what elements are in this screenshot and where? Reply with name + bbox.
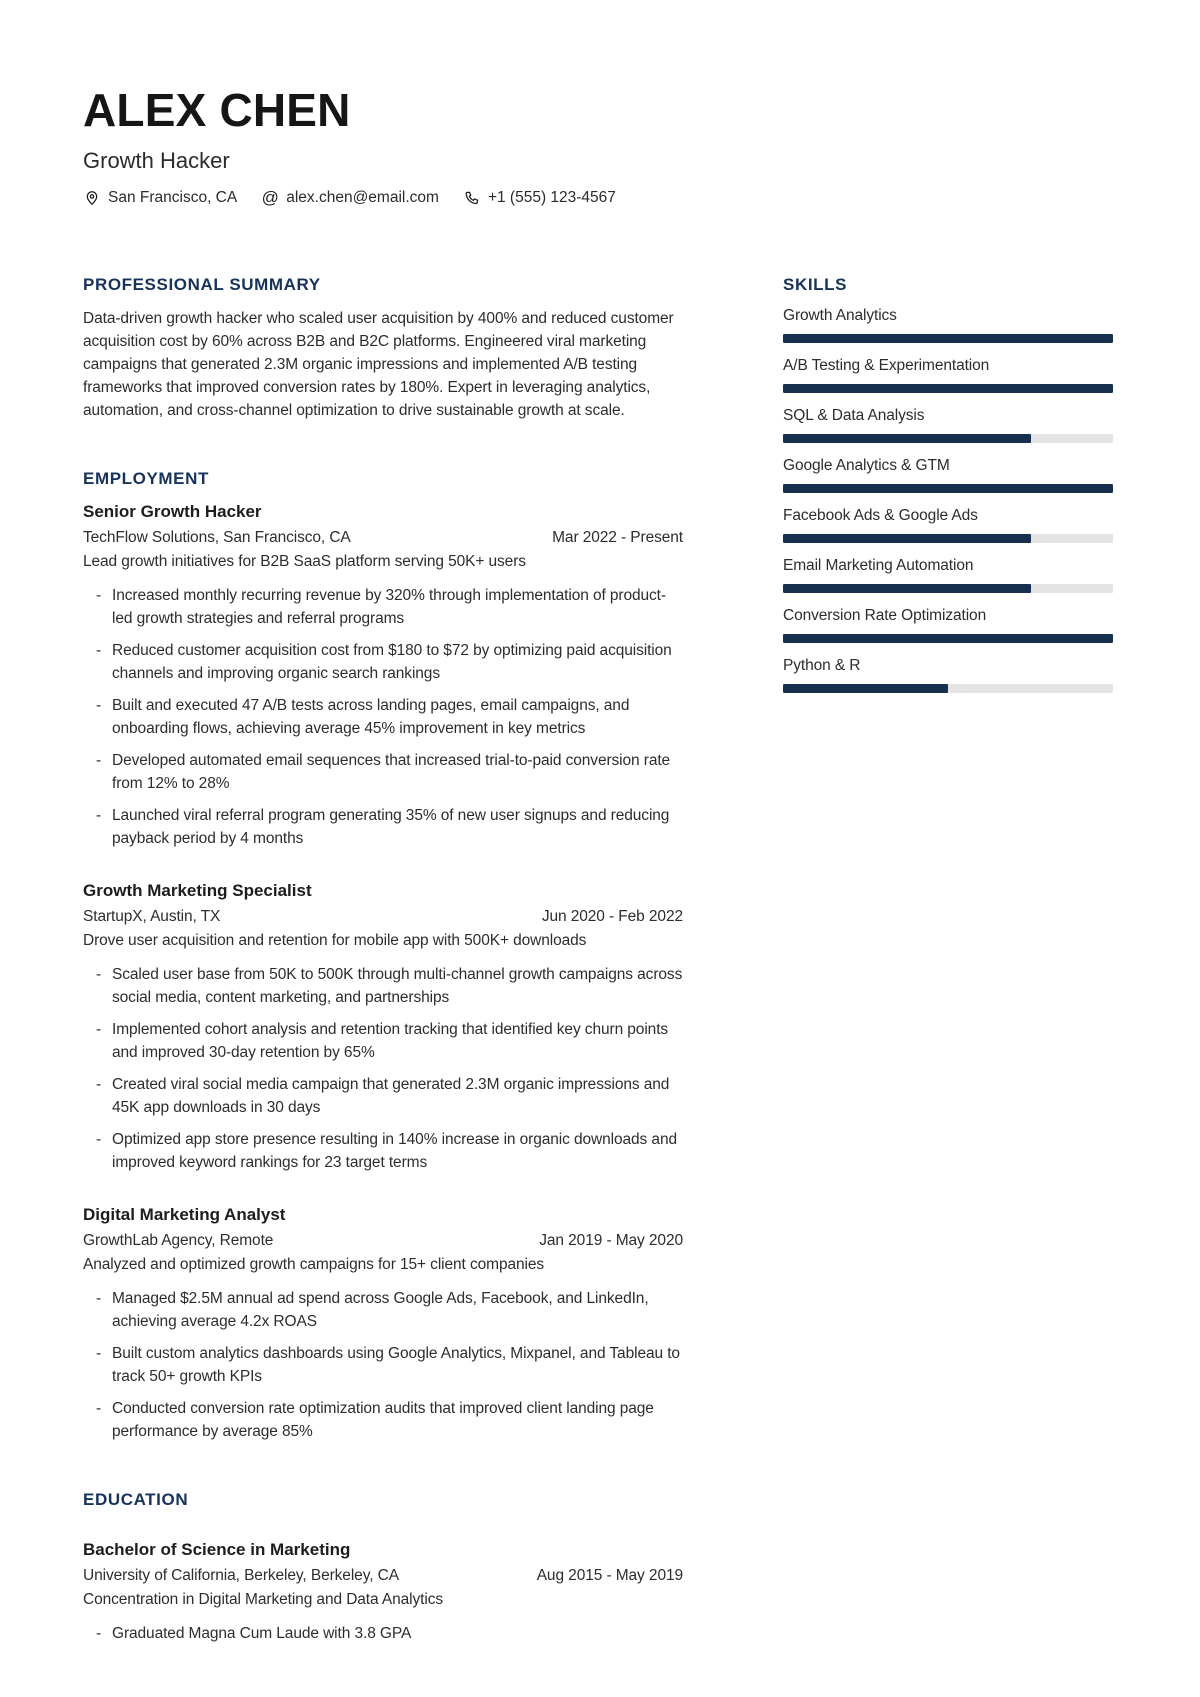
job-bullet-list (83, 1287, 683, 1443)
skill-item (783, 357, 1113, 393)
job-company: TechFlow Solutions, San Francisco, CA (83, 529, 351, 546)
skill-bar-fill (783, 384, 1113, 393)
employment-section (83, 469, 683, 1443)
skill-bar-fill (783, 634, 1113, 643)
content-columns (83, 275, 1113, 1645)
bullet-text: Developed automated email sequences that increased trial-to-paid conversion rate from 12% to 28% (112, 752, 671, 792)
bullet-dash: - (96, 1076, 102, 1093)
skill-bar-track (783, 384, 1113, 393)
bullet-dash: - (96, 807, 102, 824)
summary-heading: PROFESSIONAL SUMMARY (83, 275, 321, 294)
resume-header (83, 86, 1113, 207)
skill-item (783, 307, 1113, 343)
bullet-dash: - (96, 1625, 102, 1642)
education-dates: Aug 2015 - May 2019 (536, 1567, 683, 1584)
job-dates: Jan 2019 - May 2020 (539, 1232, 683, 1249)
school-name: University of California, Berkeley, Berkeley, CA (83, 1567, 399, 1584)
skill-name: SQL & Data Analysis (783, 407, 925, 424)
skill-bar-track (783, 434, 1113, 443)
bullet-text: Launched viral referral program generating 35% of new user signups and reducing payback period by 4 months (112, 807, 670, 847)
bullet-text: Scaled user base from 50K to 500K through multi-channel growth campaigns across social media, content marketing, and partnerships (112, 966, 683, 1006)
bullet-text: Built and executed 47 A/B tests across landing pages, email campaigns, and onboarding flows, achieving average 45% improvement in key metrics (112, 697, 630, 737)
bullet-item (83, 694, 683, 740)
main-column (83, 275, 683, 1645)
job-description: Drove user acquisition and retention for mobile app with 500K+ downloads (83, 932, 587, 949)
skill-name: Email Marketing Automation (783, 557, 974, 574)
at-sign-icon: @ (261, 188, 279, 207)
skill-bar-fill (783, 334, 1113, 343)
bullet-text: Optimized app store presence resulting in 140% increase in organic downloads and improved keyword rankings for 23 target terms (112, 1131, 677, 1171)
skill-item (783, 607, 1113, 643)
phone-icon (463, 189, 481, 207)
bullet-item (83, 1128, 683, 1174)
job-bullet-list (83, 584, 683, 850)
contact-row (83, 189, 1113, 207)
job-list (83, 501, 683, 1443)
bullet-dash: - (96, 752, 102, 769)
bullet-dash: - (96, 1290, 102, 1307)
job-dates: Mar 2022 - Present (552, 529, 683, 546)
job-subline (83, 526, 683, 549)
skill-bar-fill (783, 684, 948, 693)
skill-item (783, 657, 1113, 693)
skill-name: Google Analytics & GTM (783, 457, 950, 474)
bullet-dash: - (96, 966, 102, 983)
education-bullet-list (83, 1622, 683, 1645)
job-description: Lead growth initiatives for B2B SaaS platform serving 50K+ users (83, 553, 526, 570)
bullet-text: Reduced customer acquisition cost from $180 to $72 by optimizing paid acquisition channels and improving organic search rankings (112, 642, 672, 682)
skill-item (783, 557, 1113, 593)
bullet-item (83, 749, 683, 795)
location-pin-icon (83, 189, 101, 207)
bullet-text: Conducted conversion rate optimization audits that improved client landing page performance by average 85% (112, 1400, 654, 1440)
skill-bar-track (783, 484, 1113, 493)
education-entry (83, 1539, 683, 1645)
summary-text: Data-driven growth hacker who scaled user acquisition by 400% and reduced customer acquisition cost by 60% across B2B and B2C platforms. Engineered viral marketing campaigns that generated 2.3M organic impressions and implemented A/B testing frameworks that improved conversion rates by 180%. Expert in leveraging analytics, automation, and cross-channel optimization to drive sustainable growth at scale. (83, 310, 674, 419)
contact-email (261, 189, 439, 207)
bullet-item (83, 963, 683, 1009)
education-heading: EDUCATION (83, 1490, 189, 1509)
skills-heading: SKILLS (783, 275, 848, 294)
bullet-dash: - (96, 1345, 102, 1362)
contact-location (83, 189, 237, 207)
job-title: Senior Growth Hacker (83, 502, 262, 521)
education-section (83, 1490, 683, 1645)
job-title: Digital Marketing Analyst (83, 1205, 286, 1224)
bullet-dash: - (96, 697, 102, 714)
bullet-item (83, 584, 683, 630)
bullet-dash: - (96, 1021, 102, 1038)
bullet-text: Increased monthly recurring revenue by 320% through implementation of product-led growth strategies and referral programs (112, 587, 666, 627)
bullet-item (83, 1342, 683, 1388)
skill-name: Conversion Rate Optimization (783, 607, 987, 624)
bullet-text: Built custom analytics dashboards using Google Analytics, Mixpanel, and Tableau to track 50+ growth KPIs (112, 1345, 680, 1385)
bullet-item (83, 804, 683, 850)
job-company: StartupX, Austin, TX (83, 908, 221, 925)
candidate-name: ALEX CHEN (83, 84, 351, 136)
skill-item (783, 507, 1113, 543)
sidebar-column (783, 275, 1113, 1645)
skill-bar-track (783, 634, 1113, 643)
contact-location-text: San Francisco, CA (108, 189, 238, 206)
contact-email-text: alex.chen@email.com (286, 189, 439, 206)
bullet-dash: - (96, 1131, 102, 1148)
skill-bar-track (783, 684, 1113, 693)
skill-bar-fill (783, 484, 1113, 493)
skill-name: Facebook Ads & Google Ads (783, 507, 978, 524)
bullet-text: Managed $2.5M annual ad spend across Google Ads, Facebook, and LinkedIn, achieving average 4.2x ROAS (112, 1290, 649, 1330)
bullet-item (83, 1287, 683, 1333)
skill-name: Python & R (783, 657, 861, 674)
job-bullet-list (83, 963, 683, 1174)
skill-bar-fill (783, 434, 1031, 443)
contact-phone-text: +1 (555) 123-4567 (487, 189, 616, 206)
skill-name: Growth Analytics (783, 307, 897, 324)
bullet-item (83, 1622, 683, 1645)
skill-bar-track (783, 334, 1113, 343)
job-dates: Jun 2020 - Feb 2022 (541, 908, 683, 925)
skills-section (783, 275, 1113, 693)
skill-name: A/B Testing & Experimentation (783, 357, 990, 374)
job-entry (83, 880, 683, 1174)
skill-bar-track (783, 584, 1113, 593)
employment-heading: EMPLOYMENT (83, 469, 209, 488)
bullet-dash: - (96, 642, 102, 659)
bullet-item (83, 1018, 683, 1064)
bullet-item (83, 639, 683, 685)
skill-list (783, 307, 1113, 693)
skill-bar-fill (783, 584, 1031, 593)
bullet-dash: - (96, 587, 102, 604)
skill-item (783, 457, 1113, 493)
education-description: Concentration in Digital Marketing and Data Analytics (83, 1591, 444, 1608)
bullet-dash: - (96, 1400, 102, 1417)
job-entry (83, 1204, 683, 1443)
bullet-item (83, 1073, 683, 1119)
skill-bar-track (783, 534, 1113, 543)
summary-section (83, 275, 683, 422)
bullet-text: Implemented cohort analysis and retention tracking that identified key churn points and improved 30-day retention by 65% (112, 1021, 669, 1061)
candidate-title: Growth Hacker (83, 148, 230, 173)
degree-title: Bachelor of Science in Marketing (83, 1540, 351, 1559)
skill-bar-fill (783, 534, 1031, 543)
job-entry (83, 501, 683, 850)
bullet-item (83, 1397, 683, 1443)
bullet-text: Created viral social media campaign that generated 2.3M organic impressions and 45K app downloads in 30 days (112, 1076, 670, 1116)
job-description: Analyzed and optimized growth campaigns for 15+ client companies (83, 1256, 545, 1273)
job-subline (83, 1229, 683, 1252)
skill-item (783, 407, 1113, 443)
bullet-text: Graduated Magna Cum Laude with 3.8 GPA (112, 1625, 412, 1642)
job-company: GrowthLab Agency, Remote (83, 1232, 274, 1249)
job-title: Growth Marketing Specialist (83, 881, 312, 900)
contact-phone (463, 189, 616, 207)
education-subline (83, 1564, 683, 1587)
job-subline (83, 905, 683, 928)
